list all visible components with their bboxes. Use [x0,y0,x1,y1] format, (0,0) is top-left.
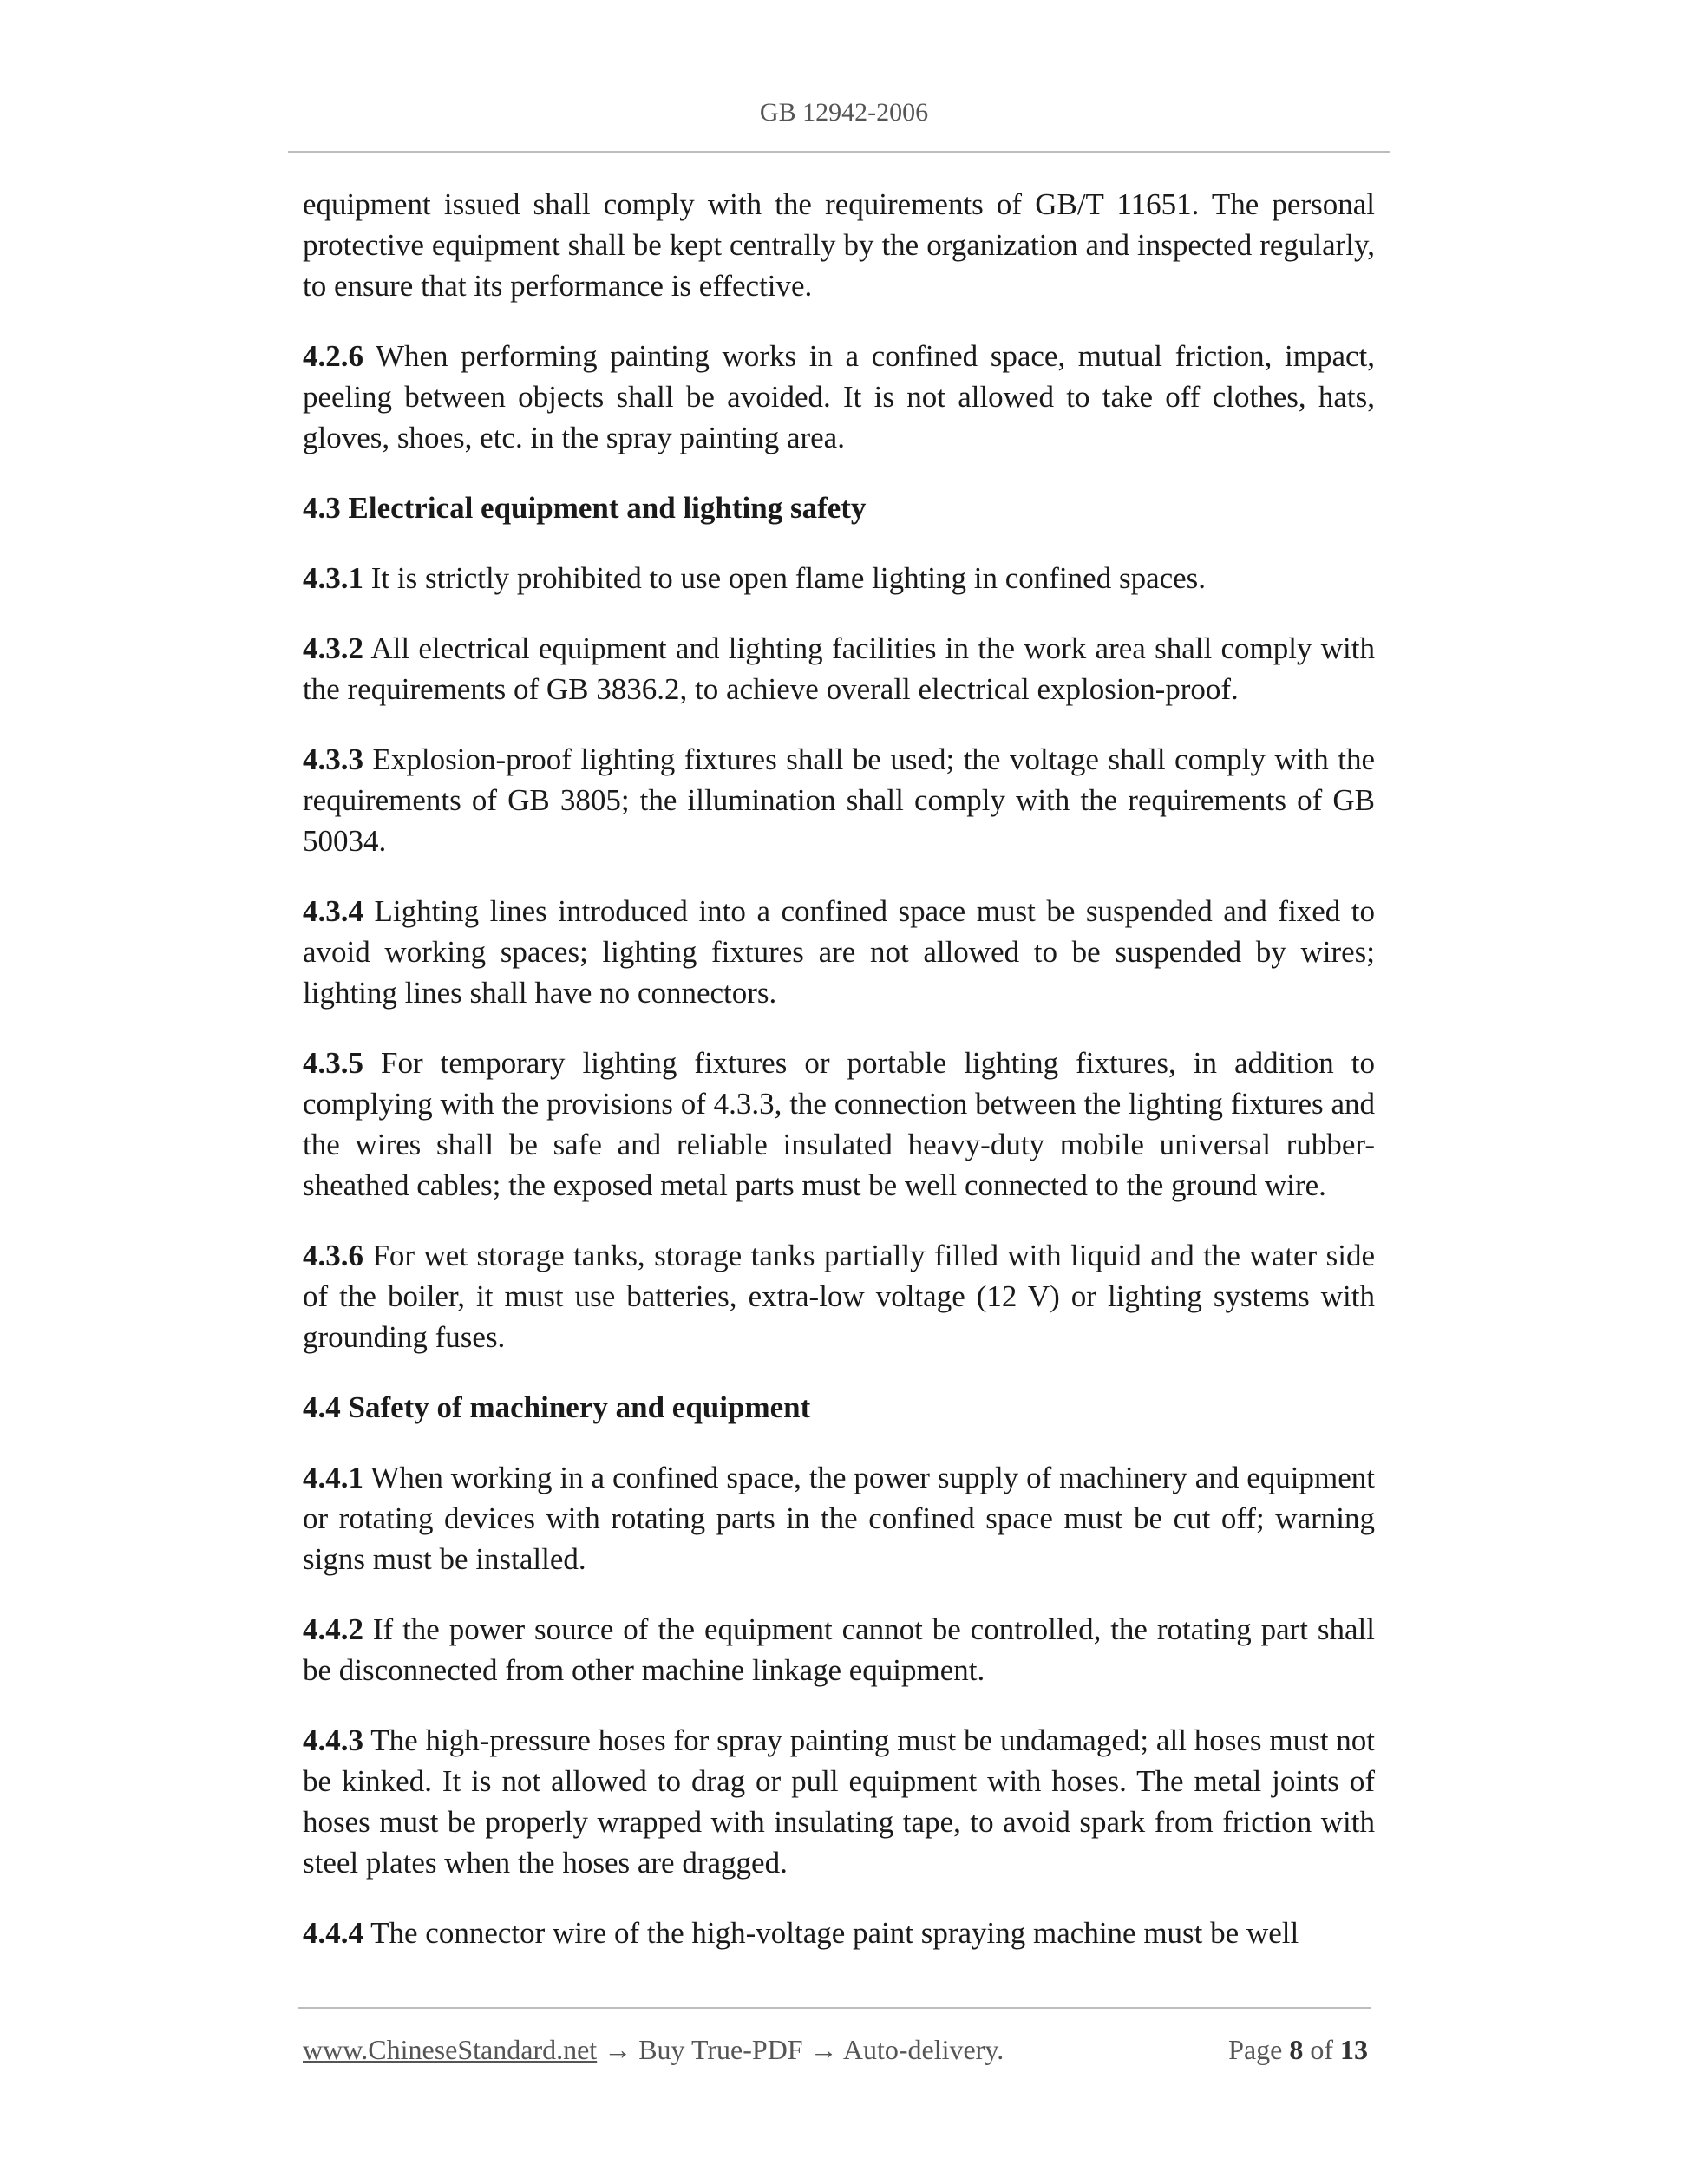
clause-4-4-2 [303,1609,1375,1690]
total-page-number: 13 [1340,2034,1368,2065]
clause-text: The connector wire of the high-voltage paint spraying machine must be well [363,1916,1299,1950]
clause-text: The high-pressure hoses for spray painting must be undamaged; all hoses must not be kinked. It is not allowed to drag or pull equipment with hoses. The metal joints of hoses must be properly wrapped with insulating tape, to avoid spark from friction with steel plates when the hoses are dragged. [303,1723,1375,1880]
header-divider [288,151,1390,153]
clause-number: 4.3.5 [303,1046,363,1080]
clause-text: All electrical equipment and lighting facilities in the work area shall comply with the requirements of GB 3836.2, to achieve overall electrical explosion-proof. [303,631,1375,706]
clause-number: 4.4.2 [303,1612,363,1646]
clause-text: For wet storage tanks, storage tanks partially filled with liquid and the water side of the boiler, it must use batteries, extra-low voltage (12 V) or lighting systems with grounding fuses. [303,1239,1375,1354]
clause-4-4-3 [303,1720,1375,1883]
chinese-standard-link[interactable]: www.ChineseStandard.net [303,2034,598,2065]
footer-promo-text: → Buy True-PDF → Auto-delivery. [597,2034,1004,2065]
clause-4-3-6 [303,1235,1375,1357]
clause-number: 4.3.3 [303,742,363,776]
page-of-label: of [1303,2034,1340,2065]
clause-4-3-1 [303,558,1375,598]
clause-4-3-4 [303,891,1375,1013]
clause-number: 4.3.4 [303,894,363,928]
footer-promo [303,2030,1004,2070]
section-heading-4-4: 4.4 Safety of machinery and equipment [303,1390,811,1424]
clause-text: Lighting lines introduced into a confined space must be suspended and fixed to avoid working spaces; lighting fixtures are not allowed to be suspended by wires; lighting lines shall have no connectors. [303,894,1375,1010]
page-header-title: GB 12942-2006 [759,98,929,127]
clause-number: 4.2.6 [303,339,363,373]
clause-number: 4.3.1 [303,561,363,595]
clause-number: 4.4.3 [303,1723,363,1757]
clause-text: It is strictly prohibited to use open flame lighting in confined spaces. [363,561,1207,595]
page-indicator [1228,2030,1368,2070]
clause-number: 4.4.1 [303,1461,363,1494]
current-page-number: 8 [1289,2034,1304,2065]
footer-divider [298,2007,1371,2009]
page-label: Page [1228,2034,1290,2065]
clause-4-3-2 [303,628,1375,709]
clause-number: 4.3.6 [303,1239,363,1272]
clause-4-4-4 [303,1913,1375,1953]
clause-text: When working in a confined space, the power supply of machinery and equipment or rotating devices with rotating parts in the confined space must be cut off; warning signs must be installed. [303,1461,1375,1576]
clause-4-4-1 [303,1457,1375,1579]
paragraph-text: equipment issued shall comply with the requirements of GB/T 11651. The personal protective equipment shall be kept centrally by the organization and inspected regularly, to ensure that its performance is effective. [303,187,1375,303]
clause-4-3-3 [303,739,1375,861]
clause-text: When performing painting works in a confined space, mutual friction, impact, peeling between objects shall be avoided. It is not allowed to take off clothes, hats, gloves, shoes, etc. in the spray painting area. [303,339,1375,454]
clause-text: For temporary lighting fixtures or portable lighting fixtures, in addition to complying with the provisions of 4.3.3, the connection between the lighting fixtures and the wires shall be safe and reliable insulated heavy-duty mobile universal rubber-sheathed cables; the exposed metal parts must be well connected to the ground wire. [303,1046,1375,1202]
clause-text: Explosion-proof lighting fixtures shall be used; the voltage shall comply with the requirements of GB 3805; the illumination shall comply with the requirements of GB 50034. [303,742,1375,858]
clause-text: If the power source of the equipment cannot be controlled, the rotating part shall be disconnected from other machine linkage equipment. [303,1612,1375,1687]
clause-number: 4.3.2 [303,631,363,665]
clause-number: 4.4.4 [303,1916,363,1950]
clause-4-3-5 [303,1043,1375,1206]
section-heading-4-3: 4.3 Electrical equipment and lighting safety [303,491,867,525]
clause-4-2-6 [303,336,1375,458]
document-body [303,184,1375,1983]
paragraph-continuation [303,184,1375,306]
page-footer [303,2030,1368,2070]
